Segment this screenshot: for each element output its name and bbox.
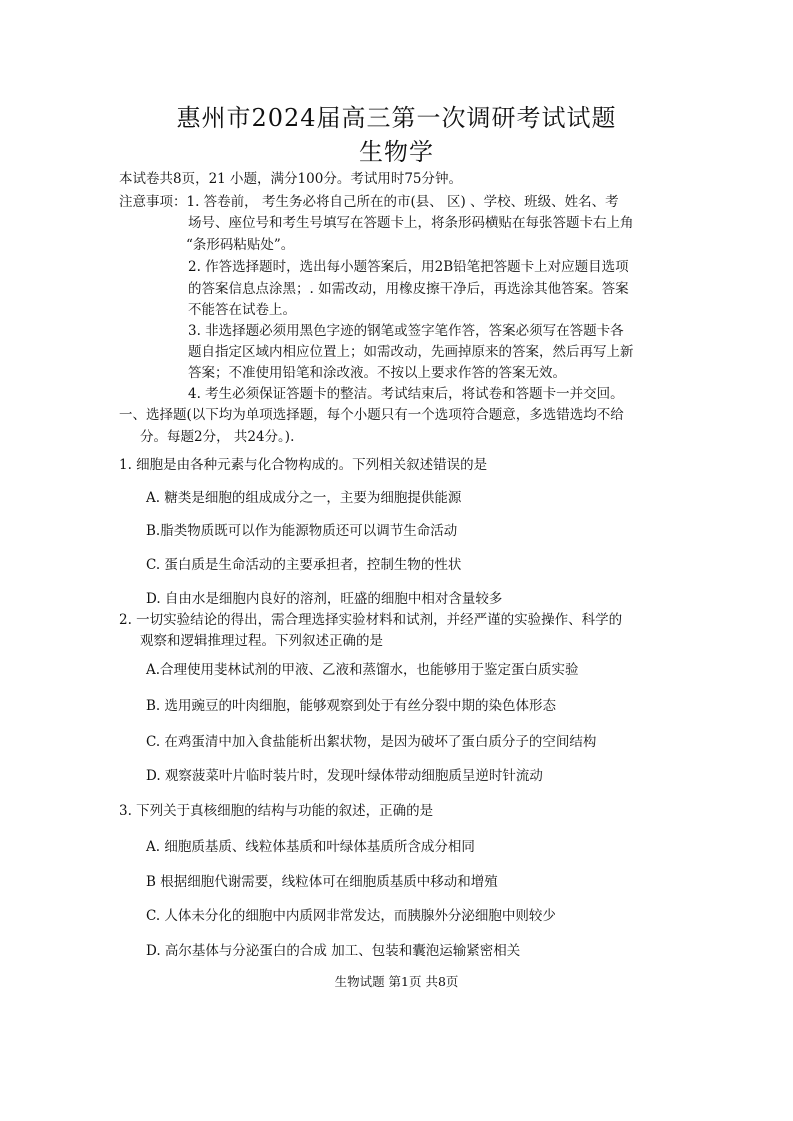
question-1-option-c: C. 蛋白质是生命活动的主要承担者，控制生物的性状 — [146, 557, 462, 573]
section-heading: 分。每题2分， 共24分。). — [140, 429, 295, 445]
question-2-option-d: D. 观察菠菜叶片临时装片时，发现叶绿体带动细胞质呈逆时针流动 — [146, 768, 543, 784]
question-3-option-a: A. 细胞质基质、线粒体基质和叶绿体基质所含成分相同 — [146, 839, 475, 855]
notice-line: 4. 考生必须保证答题卡的整洁。考试结束后，将试卷和答题卡一并交回。 — [188, 386, 624, 402]
question-1-stem: 1. 细胞是由各种元素与化合物构成的。下列相关叙述错误的是 — [119, 457, 488, 473]
notice-line: 3. 非选择题必须用黑色字迹的钢笔或签字笔作答，答案必须写在答题卡各 — [188, 323, 624, 339]
section-heading: 一、选择题(以下均为单项选择题，每个小题只有一个选项符合题意，多选错选均不给 — [119, 407, 624, 423]
question-1-option-d: D. 自由水是细胞内良好的溶剂，旺盛的细胞中相对含量较多 — [146, 591, 503, 607]
notice-line: 题自指定区域内相应位置上；如需改动，先画掉原来的答案，然后再写上新 — [188, 344, 634, 360]
question-2-stem: 观察和逻辑推理过程。下列叙述正确的是 — [140, 633, 383, 649]
notice-line: 答案；不准使用铅笔和涂改液。不按以上要求作答的答案无效。 — [188, 365, 566, 381]
question-3-option-b: B 根据细胞代谢需要，线粒体可在细胞质基质中移动和增殖 — [146, 874, 498, 890]
question-3-stem: 3. 下列关于真核细胞的结构与功能的叙述，正确的是 — [119, 803, 434, 819]
page-footer: 生物试题 第1页 共8页 — [334, 974, 459, 989]
notice-line: 注意事项：1. 答卷前， 考生务必将自己所在的市(县、 区) 、学校、班级、姓名、考 — [119, 194, 619, 210]
question-1-option-b: B.脂类物质既可以作为能源物质还可以调节生命活动 — [146, 523, 458, 539]
notice-line: “条形码粘贴处”。 — [186, 237, 295, 253]
notice-line: 2. 作答选择题时，选出每小题答案后，用2B铅笔把答题卡上对应题目选项 — [188, 259, 629, 275]
notice-line: 的答案信息点涂黑；. 如需改动，用橡皮擦干净后，再选涂其他答案。答案 — [188, 281, 629, 297]
question-3-option-d: D. 高尔基体与分泌蛋白的合成 加工、包装和囊泡运输紧密相关 — [146, 943, 521, 959]
exam-title: 惠州市2024届高三第一次调研考试试题 — [176, 104, 617, 132]
exam-subject: 生物学 — [359, 138, 434, 166]
exam-intro: 本试卷共8页，21 小题，满分100分。考试用时75分钟。 — [119, 171, 463, 187]
question-3-option-c: C. 人体未分化的细胞中内质网非常发达，而胰腺外分泌细胞中则较少 — [146, 908, 556, 924]
question-2-option-b: B. 选用豌豆的叶肉细胞，能够观察到处于有丝分裂中期的染色体形态 — [146, 698, 557, 714]
question-1-option-a: A. 糖类是细胞的组成成分之一，主要为细胞提供能源 — [146, 490, 462, 506]
question-2-option-a: A.合理使用斐林试剂的甲液、乙液和蒸馏水，也能够用于鉴定蛋白质实验 — [146, 662, 579, 678]
question-2-stem: 2. 一切实验结论的得出，需合理选择实验材料和试剂，并经严谨的实验操作、科学的 — [119, 612, 623, 628]
notice-line: 场号、座位号和考生号填写在答题卡上，将条形码横贴在每张答题卡右上角 — [188, 215, 634, 231]
question-2-option-c: C. 在鸡蛋清中加入食盐能析出絮状物，是因为破坏了蛋白质分子的空间结构 — [146, 734, 597, 750]
notice-line: 不能答在试卷上。 — [188, 302, 296, 318]
